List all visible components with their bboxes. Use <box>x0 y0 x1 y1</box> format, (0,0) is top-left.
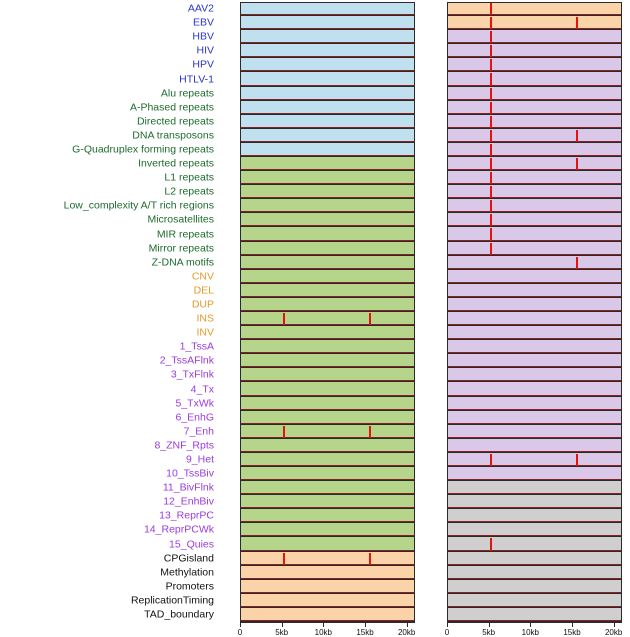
row-label: HTLV-1 <box>179 73 214 85</box>
track-baseline <box>241 56 414 57</box>
track-baseline <box>448 70 621 71</box>
track-baseline <box>241 85 414 86</box>
row-label-column <box>0 0 218 630</box>
track-baseline <box>448 310 621 311</box>
x-tick-mark <box>614 623 615 627</box>
row-label: L1 repeats <box>164 171 214 184</box>
track-left <box>240 143 415 157</box>
track-left <box>240 495 415 509</box>
row-label: 11_BivFlnk <box>162 481 214 494</box>
track-left <box>240 467 415 481</box>
x-axis-right <box>447 622 622 623</box>
track-right <box>447 72 622 86</box>
track-baseline <box>241 254 414 255</box>
track-left <box>240 16 415 30</box>
track-baseline <box>241 550 414 551</box>
track-baseline <box>448 338 621 339</box>
track-baseline <box>241 155 414 156</box>
track-baseline <box>241 14 414 15</box>
track-baseline <box>448 395 621 396</box>
track-right <box>447 199 622 213</box>
track-baseline <box>448 578 621 579</box>
x-tick-label: 20kb <box>604 628 623 637</box>
track-baseline <box>241 479 414 480</box>
track-right <box>447 340 622 354</box>
track-baseline <box>448 56 621 57</box>
track-right <box>447 453 622 467</box>
peak-marker <box>369 553 371 565</box>
track-baseline <box>241 606 414 607</box>
track-baseline <box>241 423 414 424</box>
x-tick-mark <box>407 623 408 627</box>
track-baseline <box>241 493 414 494</box>
row-label: CNV <box>191 270 214 283</box>
x-tick-label: 15kb <box>563 628 581 637</box>
track-baseline <box>448 14 621 15</box>
row-label: L2 repeats <box>164 185 214 198</box>
track-right <box>447 2 622 16</box>
track-right <box>447 171 622 185</box>
x-tick-mark <box>572 623 573 627</box>
track-left <box>240 242 415 256</box>
track-baseline <box>241 366 414 367</box>
row-label: TAD_boundary <box>144 608 214 621</box>
track-baseline <box>241 141 414 142</box>
track-left <box>240 354 415 368</box>
track-baseline <box>448 352 621 353</box>
track-left <box>240 537 415 551</box>
track-right <box>447 270 622 284</box>
peak-marker <box>490 3 492 15</box>
track-right <box>447 157 622 171</box>
row-label: 12_EnhBiv <box>163 495 214 508</box>
track-baseline <box>241 310 414 311</box>
row-label: 4_Tx <box>190 383 214 395</box>
track-baseline <box>448 197 621 198</box>
track-right <box>447 16 622 30</box>
x-tick-mark <box>282 623 283 627</box>
row-label: 15_Quies <box>169 538 214 550</box>
track-baseline <box>241 338 414 339</box>
track-right <box>447 580 622 594</box>
peak-marker <box>576 454 578 466</box>
track-baseline <box>448 550 621 551</box>
peak-marker <box>490 538 492 550</box>
track-baseline <box>448 451 621 452</box>
x-tick-mark <box>530 623 531 627</box>
track-left <box>240 594 415 608</box>
track-left <box>240 523 415 537</box>
track-baseline <box>241 127 414 128</box>
track-baseline <box>448 28 621 29</box>
track-baseline <box>448 437 621 438</box>
track-right <box>447 425 622 439</box>
track-baseline <box>448 211 621 212</box>
track-baseline <box>448 296 621 297</box>
track-right <box>447 101 622 115</box>
row-label: 3_TxFlnk <box>170 368 214 381</box>
row-label: EBV <box>192 16 214 29</box>
track-left <box>240 453 415 467</box>
x-tick-label: 10kb <box>314 628 333 637</box>
track-baseline <box>448 324 621 325</box>
track-left <box>240 58 415 72</box>
peak-marker <box>490 130 492 142</box>
track-right <box>447 129 622 143</box>
row-label: INV <box>196 326 214 339</box>
row-label: Z-DNA motifs <box>151 256 214 269</box>
track-left <box>240 101 415 115</box>
track-left <box>240 157 415 171</box>
track-right <box>447 368 622 382</box>
track-baseline <box>241 564 414 565</box>
track-baseline <box>448 169 621 170</box>
track-left <box>240 30 415 44</box>
track-left <box>240 2 415 16</box>
row-label: 1_TssA <box>179 340 214 353</box>
track-baseline <box>448 155 621 156</box>
track-right <box>447 552 622 566</box>
peak-marker <box>576 257 578 269</box>
track-baseline <box>448 268 621 269</box>
track-baseline <box>241 268 414 269</box>
track-right <box>447 284 622 298</box>
track-right <box>447 566 622 580</box>
track-baseline <box>448 85 621 86</box>
x-tick-mark <box>489 623 490 627</box>
row-label: DEL <box>193 284 214 297</box>
track-baseline <box>448 141 621 142</box>
track-left <box>240 213 415 227</box>
track-baseline <box>241 380 414 381</box>
track-left <box>240 227 415 241</box>
track-baseline <box>241 225 414 226</box>
track-left <box>240 298 415 312</box>
row-label: ReplicationTiming <box>130 594 214 607</box>
track-baseline <box>448 606 621 607</box>
row-label: CPGisland <box>163 552 214 565</box>
track-left <box>240 326 415 340</box>
track-baseline <box>448 254 621 255</box>
peak-marker <box>490 31 492 43</box>
track-baseline <box>241 465 414 466</box>
row-label: 6_EnhG <box>175 411 214 424</box>
row-label: Directed repeats <box>136 115 214 128</box>
row-label: HIV <box>196 44 214 57</box>
track-baseline <box>448 423 621 424</box>
track-left <box>240 72 415 86</box>
row-label: Mirror repeats <box>148 242 214 255</box>
track-left <box>240 481 415 495</box>
row-label: 10_TssBiv <box>166 467 214 480</box>
peak-marker <box>490 228 492 240</box>
track-baseline <box>448 240 621 241</box>
track-right <box>447 242 622 256</box>
peak-marker <box>576 17 578 29</box>
track-left <box>240 312 415 326</box>
track-baseline <box>241 240 414 241</box>
track-right <box>447 298 622 312</box>
track-right <box>447 537 622 551</box>
row-label: Promoters <box>165 580 214 593</box>
track-right <box>447 608 622 622</box>
row-label: DNA transposons <box>132 129 214 142</box>
peak-marker <box>576 158 578 170</box>
track-right <box>447 58 622 72</box>
track-right <box>447 523 622 537</box>
track-right <box>447 87 622 101</box>
track-baseline <box>448 465 621 466</box>
peak-marker <box>490 158 492 170</box>
peak-marker <box>490 116 492 128</box>
track-right <box>447 256 622 270</box>
peak-marker <box>369 313 371 325</box>
track-baseline <box>448 183 621 184</box>
track-right <box>447 509 622 523</box>
track-right <box>447 227 622 241</box>
track-right <box>447 312 622 326</box>
peak-marker <box>369 426 371 438</box>
row-label: DUP <box>191 298 214 311</box>
track-baseline <box>448 113 621 114</box>
x-tick-mark <box>365 623 366 627</box>
peak-marker <box>576 130 578 142</box>
track-right <box>447 382 622 396</box>
track-baseline <box>241 211 414 212</box>
track-left <box>240 397 415 411</box>
x-tick-mark <box>240 623 241 627</box>
track-baseline <box>448 507 621 508</box>
track-right <box>447 115 622 129</box>
row-label: 13_ReprPC <box>159 509 214 522</box>
peak-marker <box>490 73 492 85</box>
peak-marker <box>283 313 285 325</box>
row-label: INS <box>196 312 214 325</box>
track-left <box>240 171 415 185</box>
track-baseline <box>241 324 414 325</box>
x-tick-label: 0 <box>237 628 243 637</box>
track-baseline <box>241 535 414 536</box>
row-label: A-Phased repeats <box>129 101 214 114</box>
track-baseline <box>241 99 414 100</box>
track-right <box>447 594 622 608</box>
track-left <box>240 270 415 284</box>
track-baseline <box>241 28 414 29</box>
x-tick-label: 5kb <box>482 628 496 637</box>
track-baseline <box>448 99 621 100</box>
track-left <box>240 439 415 453</box>
track-left <box>240 44 415 58</box>
peak-marker <box>490 88 492 100</box>
track-baseline <box>241 437 414 438</box>
track-baseline <box>241 451 414 452</box>
row-label: Alu repeats <box>160 87 214 100</box>
track-baseline <box>448 409 621 410</box>
row-label: HBV <box>192 30 214 43</box>
row-label: 14_ReprPCWk <box>143 523 214 536</box>
track-baseline <box>241 507 414 508</box>
row-label: Microsatellites <box>147 213 214 226</box>
track-baseline <box>241 409 414 410</box>
peak-marker <box>490 200 492 212</box>
track-baseline <box>448 521 621 522</box>
track-baseline <box>448 380 621 381</box>
track-baseline <box>448 127 621 128</box>
row-label: Low_complexity A/T rich regions <box>63 199 214 212</box>
track-left <box>240 368 415 382</box>
track-baseline <box>448 366 621 367</box>
row-label: HPV <box>192 58 214 71</box>
x-tick-label: 15kb <box>356 628 374 637</box>
row-label: G-Quadruplex forming repeats <box>72 143 214 156</box>
row-label: 2_TssAFlnk <box>159 354 214 367</box>
track-left <box>240 340 415 354</box>
track-right <box>447 397 622 411</box>
row-label: Methylation <box>160 566 214 579</box>
track-right <box>447 143 622 157</box>
track-baseline <box>448 479 621 480</box>
peak-marker <box>490 454 492 466</box>
track-baseline <box>448 535 621 536</box>
track-left <box>240 256 415 270</box>
track-baseline <box>448 564 621 565</box>
track-baseline <box>448 282 621 283</box>
peak-marker <box>490 45 492 57</box>
track-right <box>447 467 622 481</box>
track-baseline <box>241 578 414 579</box>
peak-marker <box>283 553 285 565</box>
row-label: AAV2 <box>187 2 214 15</box>
track-baseline <box>448 592 621 593</box>
row-label: Inverted repeats <box>138 157 214 170</box>
peak-marker <box>490 17 492 29</box>
peak-marker <box>490 243 492 255</box>
track-right <box>447 213 622 227</box>
track-baseline <box>448 225 621 226</box>
track-baseline <box>241 70 414 71</box>
track-right <box>447 439 622 453</box>
track-left <box>240 509 415 523</box>
row-label: 9_Het <box>185 453 214 466</box>
track-baseline <box>241 169 414 170</box>
track-right <box>447 481 622 495</box>
x-tick-mark <box>447 623 448 627</box>
track-baseline <box>448 493 621 494</box>
peak-marker <box>490 102 492 114</box>
track-baseline <box>241 282 414 283</box>
track-left <box>240 87 415 101</box>
track-baseline <box>241 296 414 297</box>
track-baseline <box>241 197 414 198</box>
track-right <box>447 411 622 425</box>
x-tick-label: 0 <box>444 628 450 637</box>
track-left <box>240 608 415 622</box>
track-baseline <box>241 620 414 621</box>
row-label: 8_ZNF_Rpts <box>154 439 214 452</box>
track-left <box>240 185 415 199</box>
track-left <box>240 411 415 425</box>
x-tick-label: 20kb <box>397 628 416 637</box>
track-left <box>240 580 415 594</box>
peak-marker <box>490 172 492 184</box>
track-left <box>240 129 415 143</box>
peak-marker <box>490 214 492 226</box>
x-axis-left <box>240 622 415 623</box>
track-baseline <box>241 395 414 396</box>
row-label: MIR repeats <box>156 228 214 240</box>
track-baseline <box>241 183 414 184</box>
x-tick-mark <box>323 623 324 627</box>
row-label: 7_Enh <box>183 425 214 438</box>
track-baseline <box>448 42 621 43</box>
track-right <box>447 44 622 58</box>
track-left <box>240 425 415 439</box>
peak-marker <box>490 186 492 198</box>
track-right <box>447 185 622 199</box>
track-baseline <box>241 42 414 43</box>
track-left <box>240 566 415 580</box>
peak-marker <box>490 144 492 156</box>
peak-marker <box>283 426 285 438</box>
track-right <box>447 495 622 509</box>
x-tick-label: 5kb <box>275 628 289 637</box>
x-tick-label: 10kb <box>521 628 540 637</box>
track-baseline <box>241 352 414 353</box>
track-left <box>240 382 415 396</box>
track-left <box>240 552 415 566</box>
peak-marker <box>490 59 492 71</box>
track-baseline <box>241 592 414 593</box>
track-left <box>240 199 415 213</box>
track-right <box>447 354 622 368</box>
track-baseline <box>241 521 414 522</box>
track-right <box>447 30 622 44</box>
track-left <box>240 115 415 129</box>
track-left <box>240 284 415 298</box>
track-baseline <box>241 113 414 114</box>
track-right <box>447 326 622 340</box>
row-label: 5_TxWk <box>175 397 214 410</box>
track-baseline <box>448 620 621 621</box>
